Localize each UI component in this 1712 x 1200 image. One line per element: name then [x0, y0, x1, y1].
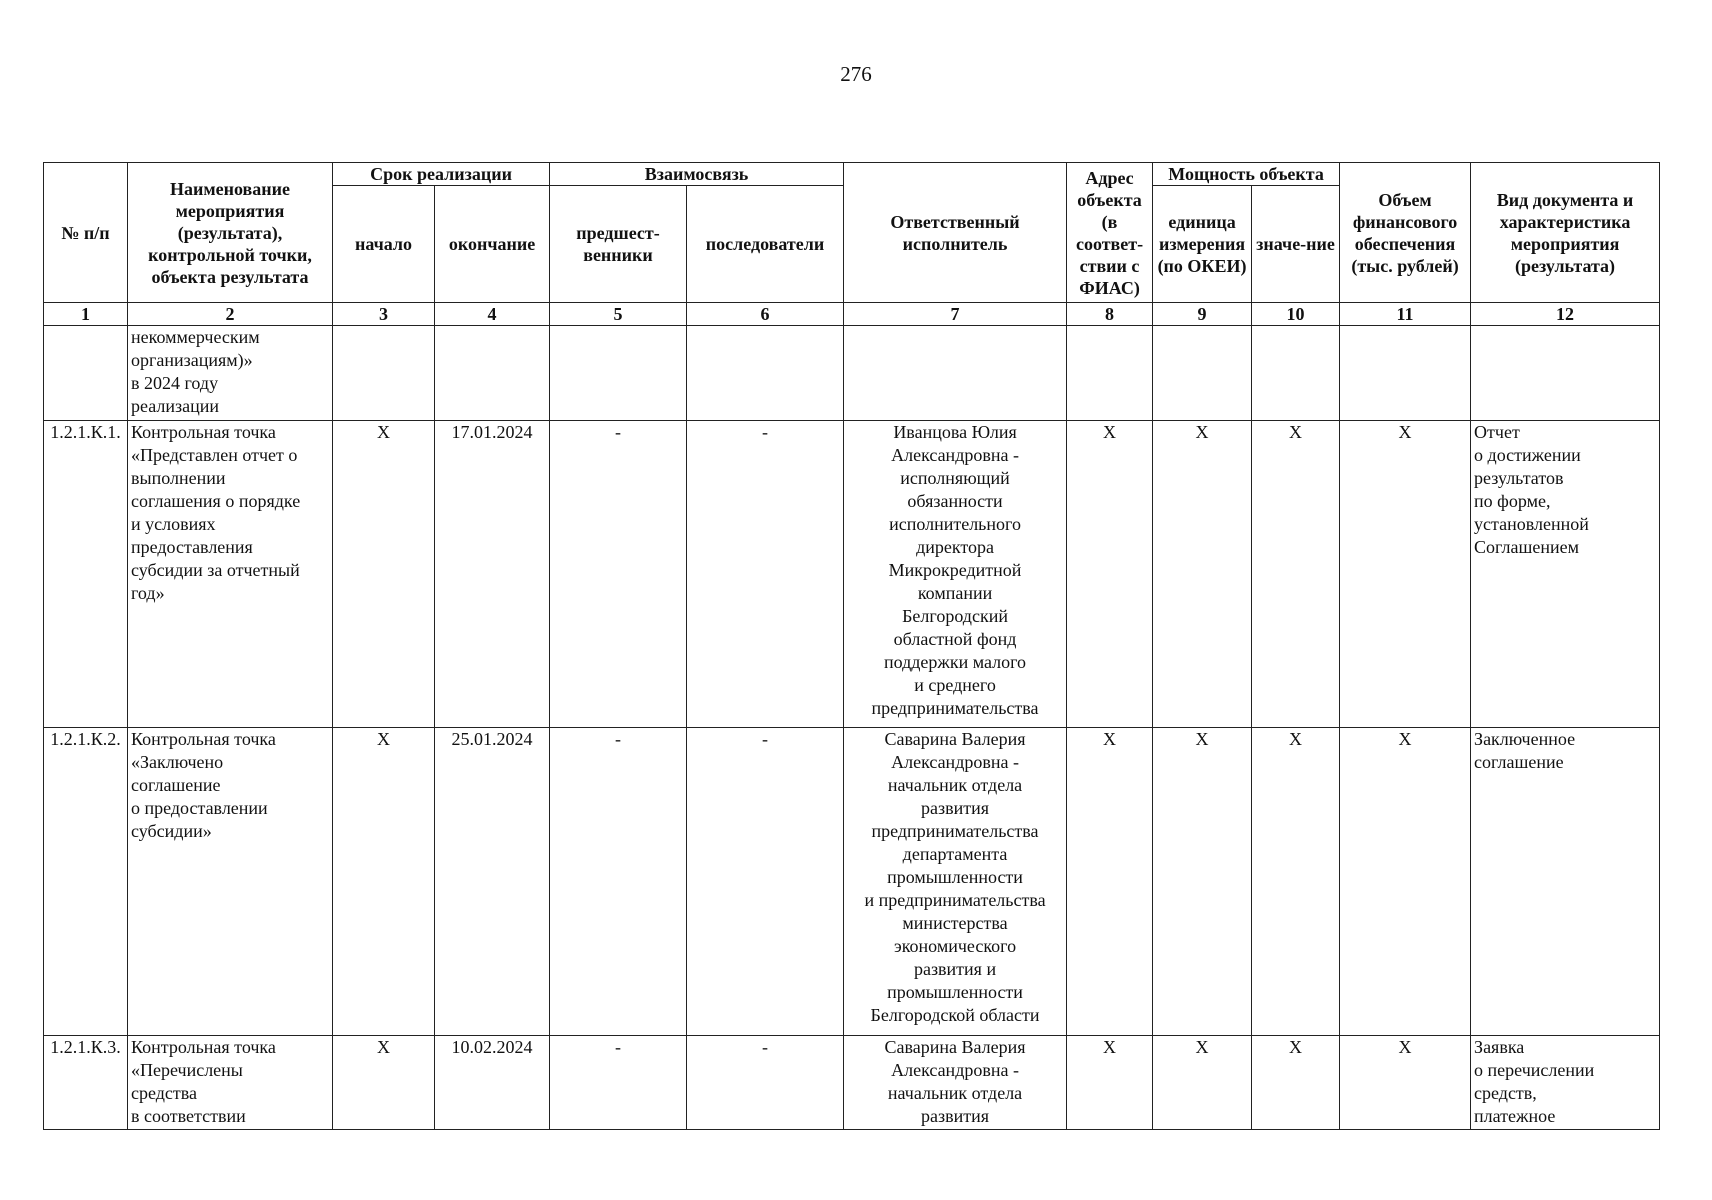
- row-num: 1.2.1.К.3.: [44, 1035, 128, 1129]
- row-unit: [1153, 326, 1252, 421]
- column-number: 11: [1340, 303, 1471, 326]
- row-end: [435, 326, 550, 421]
- row-executor: Саварина Валерия Александровна - начальник отдела развития предпринимательства департамента промышленности и предпринимательства министерства экономического развития и промышленности Белгородской области: [844, 728, 1067, 1035]
- header-successors: последователи: [687, 186, 844, 303]
- row-value: X: [1252, 728, 1340, 1035]
- row-finance: X: [1340, 728, 1471, 1035]
- header-group-capacity: Мощность объекта: [1153, 163, 1340, 186]
- header-start: начало: [333, 186, 435, 303]
- row-predecessors: [550, 326, 687, 421]
- row-document: Отчет о достижении результатов по форме, установленной Соглашением: [1471, 421, 1660, 728]
- row-unit: X: [1153, 421, 1252, 728]
- row-finance: [1340, 326, 1471, 421]
- header-executor: Ответственный исполнитель: [844, 163, 1067, 303]
- column-number: 7: [844, 303, 1067, 326]
- column-number: 6: [687, 303, 844, 326]
- column-number: 12: [1471, 303, 1660, 326]
- page-number: 276: [840, 62, 872, 86]
- row-predecessors: -: [550, 421, 687, 728]
- header-predecessors: предшест-венники: [550, 186, 687, 303]
- row-end: 17.01.2024: [435, 421, 550, 728]
- row-num: [44, 326, 128, 421]
- table-row: [44, 421, 1660, 728]
- column-number: 3: [333, 303, 435, 326]
- row-document: Заявка о перечислении средств, платежное: [1471, 1035, 1660, 1129]
- row-successors: -: [687, 1035, 844, 1129]
- header-group-term: Срок реализации: [333, 163, 550, 186]
- row-executor: [844, 326, 1067, 421]
- row-start: X: [333, 1035, 435, 1129]
- row-name: Контрольная точка «Перечислены средства в соответствии: [128, 1035, 333, 1129]
- header-finance: Объем финансового обеспечения (тыс. рублей): [1340, 163, 1471, 303]
- row-executor: Саварина Валерия Александровна - начальник отдела развития: [844, 1035, 1067, 1129]
- row-predecessors: -: [550, 1035, 687, 1129]
- row-end: 25.01.2024: [435, 728, 550, 1035]
- column-number: 8: [1067, 303, 1153, 326]
- header-num: № п/п: [44, 163, 128, 303]
- header-group-link: Взаимосвязь: [550, 163, 844, 186]
- row-num: 1.2.1.К.2.: [44, 728, 128, 1035]
- column-number: 10: [1252, 303, 1340, 326]
- row-successors: -: [687, 728, 844, 1035]
- row-address: X: [1067, 1035, 1153, 1129]
- row-end: 10.02.2024: [435, 1035, 550, 1129]
- row-name: некоммерческим организациям)» в 2024 году реализации: [128, 326, 333, 421]
- header-unit: единица измерения (по ОКЕИ): [1153, 186, 1252, 303]
- row-name: Контрольная точка «Представлен отчет о выполнении соглашения о порядке и условиях предоставления субсидии за отчетный год»: [128, 421, 333, 728]
- row-executor: Иванцова Юлия Александровна - исполняющий обязанности исполнительного директора Микрокредитной компании Белгородский областной фонд поддержки малого и среднего предпринимательства: [844, 421, 1067, 728]
- header-name: Наименование мероприятия (результата), контрольной точки, объекта результата: [128, 163, 333, 303]
- row-successors: [687, 326, 844, 421]
- row-start: X: [333, 728, 435, 1035]
- row-num: 1.2.1.К.1.: [44, 421, 128, 728]
- row-finance: X: [1340, 421, 1471, 728]
- row-start: [333, 326, 435, 421]
- row-start: X: [333, 421, 435, 728]
- column-number: 1: [44, 303, 128, 326]
- row-value: X: [1252, 421, 1340, 728]
- column-number: 2: [128, 303, 333, 326]
- row-address: X: [1067, 421, 1153, 728]
- row-address: [1067, 326, 1153, 421]
- table-row: [44, 728, 1660, 1035]
- column-number: 9: [1153, 303, 1252, 326]
- row-document: [1471, 326, 1660, 421]
- header-value: значе-ние: [1252, 186, 1340, 303]
- plan-table: [43, 162, 1660, 1130]
- header-document: Вид документа и характеристика мероприятия (результата): [1471, 163, 1660, 303]
- table-row: [44, 1035, 1660, 1129]
- row-finance: X: [1340, 1035, 1471, 1129]
- row-name: Контрольная точка «Заключено соглашение о предоставлении субсидии»: [128, 728, 333, 1035]
- row-value: X: [1252, 1035, 1340, 1129]
- row-successors: -: [687, 421, 844, 728]
- table-row: [44, 326, 1660, 421]
- row-value: [1252, 326, 1340, 421]
- row-document: Заключенное соглашение: [1471, 728, 1660, 1035]
- row-unit: X: [1153, 1035, 1252, 1129]
- header-address: Адрес объекта (в соответ-ствии с ФИАС): [1067, 163, 1153, 303]
- column-number: 4: [435, 303, 550, 326]
- row-address: X: [1067, 728, 1153, 1035]
- row-predecessors: -: [550, 728, 687, 1035]
- row-unit: X: [1153, 728, 1252, 1035]
- header-end: окончание: [435, 186, 550, 303]
- column-number-row: [44, 303, 1660, 326]
- column-number: 5: [550, 303, 687, 326]
